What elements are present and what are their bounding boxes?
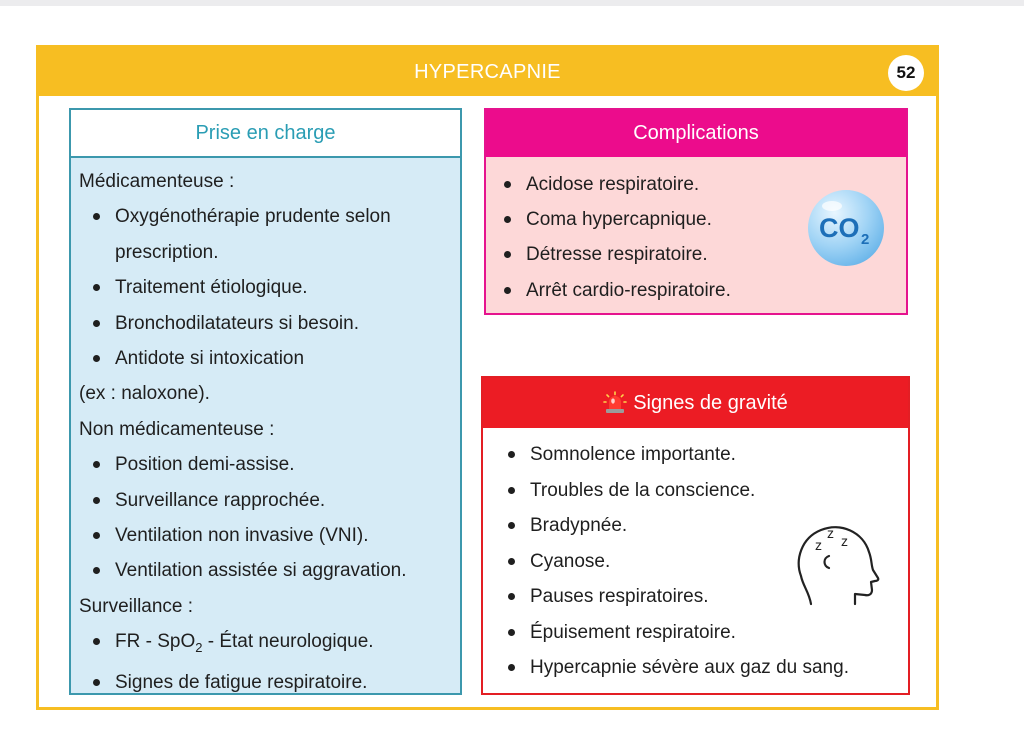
list-item: Surveillance rapprochée.: [115, 483, 452, 518]
z-letter: z: [841, 533, 848, 549]
card-header: [39, 48, 936, 96]
list-item: Bronchodilatateurs si besoin.: [115, 306, 452, 341]
section-label-medicamenteuse: Médicamenteuse :: [79, 171, 235, 192]
list-item: Traitement étiologique.: [115, 270, 452, 305]
fiche-card: [36, 45, 939, 710]
etat-neuro-text: - État neurologique.: [202, 631, 374, 653]
list-item: Épuisement respiratoire.: [530, 615, 908, 651]
z-letter: z: [827, 525, 834, 541]
list-item: Somnolence importante.: [530, 437, 908, 473]
prise-en-charge-body: [71, 158, 460, 701]
complications-heading: Complications: [486, 110, 906, 157]
co2-bubble-icon: [806, 188, 886, 268]
list-item: Ventilation non invasive (VNI).: [115, 518, 452, 553]
list-item-continuation: prescription.: [115, 241, 219, 263]
signes-gravite-panel: [481, 376, 910, 695]
card-title: HYPERCAPNIE: [414, 60, 561, 83]
section-note: (ex : naloxone).: [79, 383, 210, 405]
list-medicamenteuse: [115, 199, 452, 376]
list-item: Bradypnée.: [530, 508, 908, 544]
page-number-badge: 52: [888, 55, 924, 91]
list-item: Pauses respiratoires.: [530, 579, 908, 615]
list-non-medicamenteuse: [115, 447, 452, 589]
sleepy-head-icon: [789, 516, 881, 608]
list-item: Troubles de la conscience.: [530, 473, 908, 509]
top-strip: [0, 0, 1024, 6]
signes-gravite-heading: Signes de gravité: [633, 391, 788, 414]
complications-panel: [484, 108, 908, 315]
prise-en-charge-panel: [69, 108, 462, 695]
list-item: Antidote si intoxication: [115, 341, 452, 376]
list-item: Acidose respiratoire.: [526, 167, 906, 202]
list-item: Coma hypercapnique.: [526, 202, 906, 237]
list-item: Hypercapnie sévère aux gaz du sang.: [530, 650, 908, 686]
list-item: Signes de fatigue respiratoire.: [115, 665, 452, 700]
signes-gravite-header: [483, 378, 908, 428]
prise-en-charge-heading: Prise en charge: [71, 110, 460, 158]
list-item: Oxygénothérapie prudente selon: [115, 199, 452, 234]
list-item: Cyanose.: [530, 544, 908, 580]
co2-subscript: 2: [861, 231, 870, 248]
list-item: Position demi-assise.: [115, 447, 452, 482]
list-item: [115, 624, 452, 665]
subscript-2: 2: [195, 640, 203, 656]
list-item: Arrêt cardio-respiratoire.: [526, 273, 906, 308]
fr-spo-text: FR - SpO: [115, 631, 196, 653]
list-surveillance: [115, 624, 452, 701]
siren-icon: [603, 391, 627, 415]
section-label-surveillance: Surveillance :: [79, 595, 194, 617]
co2-text: CO: [819, 213, 860, 243]
z-letter: z: [815, 537, 822, 553]
list-item: Ventilation assistée si aggravation.: [115, 553, 452, 588]
list-item: Détresse respiratoire.: [526, 237, 906, 272]
section-label-non-medicamenteuse: Non médicamenteuse :: [79, 418, 275, 440]
